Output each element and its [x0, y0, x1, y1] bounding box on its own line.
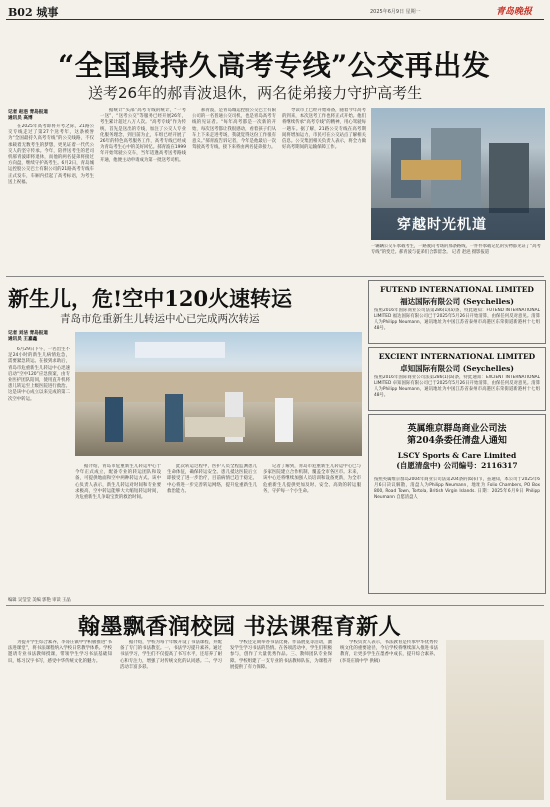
notice-title-cn: 福达国际有限公司 (Seychelles): [400, 297, 514, 306]
story2-subheadline: 青岛市危重新生儿转运中心已完成两次转运: [60, 313, 260, 325]
photo-object-shape: [401, 160, 461, 180]
photo-person-shape: [165, 394, 183, 442]
story2-column-4: 记者了解到，青岛市危重新生儿转运中心已与多家医院建立合作机制，覆盖全市各区市。未来，该中心还将继续加强人员培训和设备更新，为全市危重新生儿提供更加及时、安全、高效的转运服务，守护每一个小生命。: [263, 464, 361, 494]
notice-title-en: EXCIENT INTERNATIONAL LIMITED: [378, 352, 536, 361]
story1-byline: 记者 赵浥 青岛报道 通讯员 高博: [8, 110, 48, 121]
masthead-rule: [6, 19, 544, 20]
story3-side-image: [446, 640, 544, 800]
story1-photo-caption: 一辆辆公交车承载考生，一路驶向考场的那条路线，一件件承载记忆的实物都见证了“高考专线”的变迁。郝青波与徒弟们合影留念。 记者 赵浥 摄影报道: [371, 244, 541, 255]
story1-column-1: 在2025年高考即将开考之际，21路公交专线走过了第27个送考年，这条被誉为“全国最持久高考专线”的公交线路，不仅承载着无数考生的梦想，更见证着一代代公交人的坚守传承。今年，陪伴送考生的老司机郝青波即将退休，而他的两名徒弟将接过方向盘，继续守护高考生。6月2日，青岛城运控股公交巴士有限公司的21路高考专线车正式发车，车厢内挂起了高考标语，为考生送上祝福。: [8, 124, 94, 185]
story2-photo: [75, 332, 362, 456]
notice-title-cn: LSCY Sports & Care Limited (自愿清盘中) 公司编号：2116317: [396, 451, 518, 470]
notice-body: 按照2016年国际商业公司法第286(1)(a)条，特此通知：EXCIENT INTERNATIONAL LIMITED 卓知国际有限公司已于2025年5月26日开始清算，由保任何反对意见。清算人为Philipp Neumann，通讯地址为中国江苏省泰州市高港区东荣街道新港村十七组48号。: [374, 375, 540, 398]
story2-column-2: 据介绍，青岛市危重新生儿转运中心于今年正式成立，配备专业的转运团队和设备，可提供地面和空中两种转运方式。该中心负责人表示，新生儿转运对时间和专业要求极高，空中转运能够大大缩短转运时间，为危重新生儿争取宝贵的救治时间。: [75, 464, 161, 501]
story3-headline: 翰墨飘香润校园 书法课程育新人: [78, 614, 402, 640]
story2-column-1: 6月29日下午，一名出生不足24小时的新生儿病情危急，需要紧急转运。在接到求助后，青岛市危重新生儿转运中心迅速启动“空中120”应急预案，由专业医护团队陪同，使用直升机将患儿转运至上级医院进行救治。这是该中心成立以来完成的第二次空中转运。: [8, 347, 70, 402]
story2-byline: 记者 刘洁 青岛报道 通讯员 王嘉鑫: [8, 331, 48, 342]
notice-title-cn: 卓知国际有限公司 (Seychelles): [400, 364, 514, 373]
story2-headline: 新生儿，危!空中120火速转运: [8, 286, 293, 311]
story1-headline: “全国最持久高考专线”公交再出发: [58, 49, 491, 82]
notice-title-en: 英属维京群岛商业公司法 第204条委任清盘人通知: [407, 424, 507, 446]
story1-column-4: 导读市上已经开始筹备，随着今年高考的到来，本次送考工作也将正式开始。他们将继续传承“高考专线”的精神，用心驾驶每一趟车。据了解，21路公交专线在高考期间将增加运力，市民可在公交站点了解相关信息。公交集团相关负责人表示，将全力做好高考期间的运输保障工作。: [282, 108, 366, 151]
story1-column-3: 郝青波，是青岛城运控股公交巴士有限公司的一名普通公交司机，也是青岛高考专线的见证者。“每年高考都是一次新的开始，每次送考都让我很感动，看着孩子们从车上下来走进考场，我就觉得这份工作很有意义。”郝青波告诉记者，今年是他最后一次驾驶高考专线，接下来将由两名徒弟接力。: [192, 108, 276, 151]
section-rule: [6, 605, 544, 606]
newspaper-logo: 青岛晚报: [496, 7, 533, 17]
story1-photo: [371, 108, 545, 240]
story1-column-2: 据统计“头部”高考专线的统计，“一考一送”，“送考公交”等服务已经开展26年，考生累计超过八万人次。“高考专线”作为传统，首先是送出的专线，加注了公交人专业化服务理念，到目前为止，车组已经开展了26年的特色高考服务工作，高考专线已经成为青岛考生心中的美好回忆。郝青波在1999年开始驾驶公交车，当年适逢高考送考路线开通，他便主动申请成为第一批送考司机。: [100, 108, 186, 163]
photo-incubator-shape: [185, 417, 245, 437]
story3-column-3: 学校还定期举办书法比赛、作品展览等活动，激发学生学习书法的热情。在各项活动中，学生们积极参与，创作了大量优秀作品。三、教师团队专业保障。学校组建了一支专业的书法教师队伍，为课程开展提供了有力保障。: [230, 640, 332, 670]
story2-column-3: 此次转运过程中，医护人员全程监测患儿生命体征，确保转运安全。患儿抵达医院后立即接受了进一步治疗，目前病情已趋于稳定。中心将进一步完善转运网络，提升危重新生儿救治能力。: [167, 464, 257, 494]
section-title: B02 城事: [8, 6, 59, 19]
story3-column-4: 学校负责人表示，书法教育是传承中华优秀传统文化的重要途径，今后学校将继续深入推进书法教育，让更多学生在墨香中成长，提升综合素养。(李哥庄镇中学 供稿): [340, 640, 438, 664]
notice-lscy: [368, 414, 546, 594]
section-rule: [6, 276, 544, 277]
photo-person-shape: [275, 398, 293, 442]
issue-date: 2025年6月9日 星期一: [370, 9, 421, 15]
notice-body: 按照2016年国际商业公司法第286(1)(a)条，特此通知：FUTEND INTERNATIONAL LIMITED 福达国际有限公司已于2025年5月26日开始清算，由保任何反对意见。清算人为Philipp Neumann，通讯地址为中国江苏省泰州市高港区东荣街道新港村十七组48号。: [374, 308, 540, 331]
photo-person-shape: [105, 397, 123, 442]
photo-figure-shape: [489, 143, 529, 213]
photo-overlay-title: 穿越时光机道: [397, 217, 487, 233]
notice-futend: [368, 280, 546, 344]
notice-title-en: FUTEND INTERNATIONAL LIMITED: [380, 285, 534, 294]
page-editor-footer: 编辑 吴莹莹 美编 郭艳 审读 王晶: [8, 598, 71, 603]
story3-column-1: 为提升学生综合素养，李哥庄镇中学积极推进“书法进课堂”，将书法课程纳入学校日常教学体系。学校邀请专业书法教师授课，带领学生学习书法基础知识，练习汉字书写，感受中华传统文化的魅力。: [8, 640, 112, 664]
photo-helicopter-shape: [135, 342, 225, 358]
notice-excient: [368, 347, 546, 411]
story3-column-2: 据介绍，学校为每个年级开设了书法课程，并配备了专门的书法教室。一、书法学习提升素养。通过书法学习，学生们不仅提高了书写水平，还培养了耐心和专注力，增强了对传统文化的认同感。二、学习活动丰富多彩。: [120, 640, 222, 670]
notice-body: 按照英属维京群岛2004年商业公司法第204条的(b)(i)节，兹通知，本公司于2025年6月6日决议解散，清盘人为Philipp Neumann，地址为 Folio Chambers, PO Box 800, Road Town, Tortola, British Virgin Islands. 日期：2025年6月9日 Philipp Neumann 自愿清盘人: [374, 477, 540, 500]
story1-subheadline: 送考26年的郝青波退休，两名徒弟接力守护高考生: [88, 84, 423, 102]
